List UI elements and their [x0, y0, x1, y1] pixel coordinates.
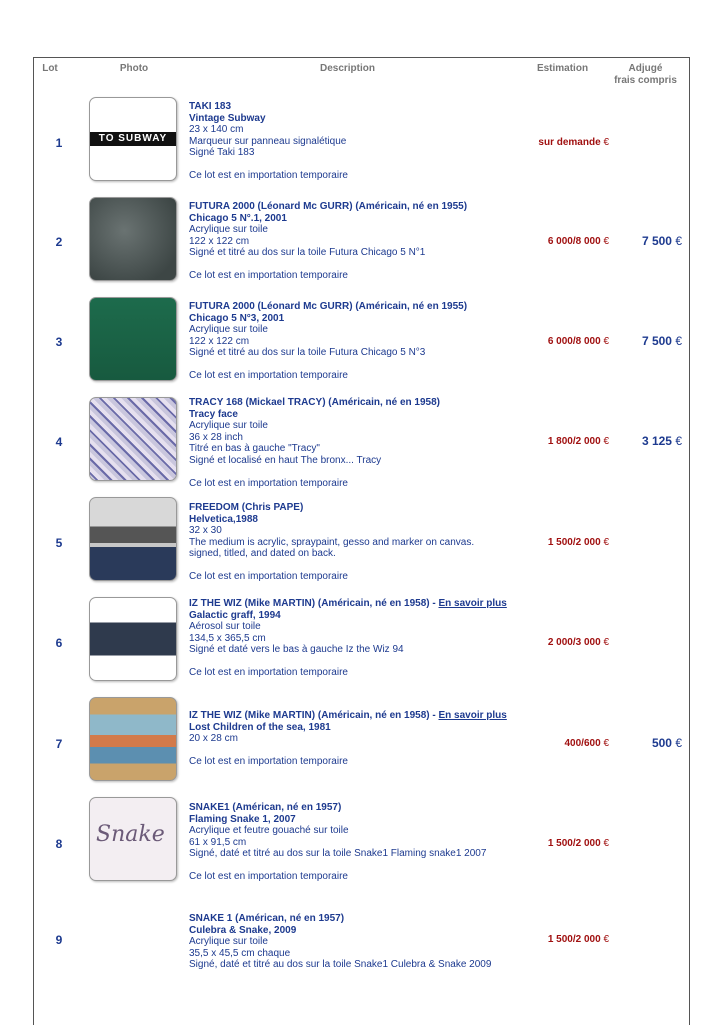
- lot-estimate: 6 000/8 000 €: [547, 236, 609, 247]
- euro-symbol: €: [603, 934, 609, 945]
- lot-detail-line: 35,5 x 45,5 cm chaque: [189, 947, 291, 959]
- lot-photo[interactable]: [89, 697, 177, 781]
- lot-import-note: Ce lot est en importation temporaire: [189, 755, 348, 767]
- euro-symbol: €: [603, 838, 609, 849]
- lot-artist: FUTURA 2000 (Léonard Mc GURR) (Américain, né en 1955): [189, 201, 468, 212]
- lot-estimate: 6 000/8 000 €: [547, 336, 609, 347]
- lot-detail-line: 61 x 91,5 cm: [189, 836, 247, 848]
- euro-symbol: €: [675, 334, 682, 348]
- lot-photo[interactable]: [89, 97, 177, 181]
- lot-description: [189, 201, 507, 282]
- lot-detail-line: 134,5 x 365,5 cm: [189, 632, 266, 644]
- lot-estimate: 2 000/3 000 €: [547, 637, 609, 648]
- lot-detail-line: Signé et localisé en haut The bronx... Tracy: [189, 454, 382, 466]
- lot-title: Culebra & Snake, 2009: [189, 924, 297, 936]
- lot-detail-line: Acrylique sur toile: [189, 224, 268, 236]
- euro-symbol: €: [603, 336, 609, 347]
- lot-number: 9: [55, 933, 63, 947]
- header-description: Description: [319, 63, 375, 74]
- euro-symbol: €: [675, 736, 682, 750]
- lot-detail-line: Aérosol sur toile: [189, 621, 261, 633]
- lot-artist: FREEDOM (Chris PAPE): [189, 502, 304, 513]
- lot-artist: SNAKE 1 (Américan, né en 1957): [189, 913, 345, 924]
- lot-title: Lost Children of the sea, 1981: [189, 721, 331, 733]
- more-info-link[interactable]: En savoir plus: [438, 598, 507, 609]
- lot-description: [189, 397, 507, 489]
- photo-graffiti-text: Snake: [96, 822, 165, 847]
- lot-description: [189, 101, 507, 182]
- lot-detail-line: 36 x 28 inch: [189, 431, 243, 443]
- more-info-link[interactable]: En savoir plus: [438, 710, 507, 721]
- lot-number: 7: [55, 737, 63, 751]
- lot-photo[interactable]: [89, 197, 177, 281]
- lot-detail-line: Titré en bas à gauche "Tracy": [189, 443, 320, 455]
- lot-detail-line: Acrylique sur toile: [189, 420, 268, 432]
- lot-detail-line: Signé et daté vers le bas à gauche Iz the Wiz 94: [189, 644, 404, 656]
- lot-number: 2: [55, 235, 63, 249]
- lot-artist: FUTURA 2000 (Léonard Mc GURR) (Américain, né en 1955): [189, 301, 468, 312]
- lot-hammer-price: 3 125 €: [641, 434, 682, 448]
- lot-import-note: Ce lot est en importation temporaire: [189, 369, 348, 381]
- lot-detail-line: Signé, daté et titré au dos sur la toile Snake1 Culebra & Snake 2009: [189, 959, 492, 971]
- lot-estimate: 400/600 €: [564, 738, 609, 749]
- lot-artist: IZ THE WIZ (Mike MARTIN) (Américain, né en 1958) - En savoir plus: [189, 598, 507, 609]
- lot-artist: SNAKE1 (Américan, né en 1957): [189, 802, 342, 813]
- lot-title: Tracy face: [189, 408, 238, 420]
- lot-title: Galactic graff, 1994: [189, 609, 281, 621]
- lot-description: [189, 802, 507, 883]
- lot-detail-line: Acrylique sur toile: [189, 324, 268, 336]
- lot-estimate: sur demande €: [538, 137, 609, 148]
- lot-detail-line: 23 x 140 cm: [189, 124, 244, 136]
- lot-description: [189, 598, 507, 679]
- euro-symbol: €: [603, 236, 609, 247]
- lot-description: [189, 913, 507, 971]
- lot-detail-line: Acrylique sur toile: [189, 936, 268, 948]
- lot-number: 8: [55, 837, 63, 851]
- lot-detail-line: Acrylique et feutre gouaché sur toile: [189, 825, 349, 837]
- lot-estimate: 1 500/2 000 €: [547, 934, 609, 945]
- euro-symbol: €: [603, 137, 609, 148]
- lot-detail-line: 122 x 122 cm: [189, 335, 250, 347]
- lot-import-note: Ce lot est en importation temporaire: [189, 666, 348, 678]
- lot-title: Flaming Snake 1, 2007: [189, 813, 296, 825]
- header-photo: Photo: [119, 63, 149, 74]
- header-estimation: Estimation: [536, 63, 589, 74]
- lot-title: Helvetica,1988: [189, 513, 258, 525]
- lot-import-note: Ce lot est en importation temporaire: [189, 870, 348, 882]
- lot-detail-line: 20 x 28 cm: [189, 733, 238, 745]
- lot-number: 1: [55, 136, 63, 150]
- lot-detail-line: 32 x 30: [189, 525, 222, 537]
- lot-import-note: Ce lot est en importation temporaire: [189, 477, 348, 489]
- lot-hammer-price: 7 500 €: [641, 234, 682, 248]
- lot-estimate: 1 500/2 000 €: [547, 537, 609, 548]
- lot-estimate: 1 800/2 000 €: [547, 436, 609, 447]
- lot-number: 3: [55, 335, 63, 349]
- lot-artist: TRACY 168 (Mickael TRACY) (Américain, né en 1958): [189, 397, 441, 408]
- lot-artist: TAKI 183: [189, 101, 232, 112]
- lot-description: [189, 710, 507, 767]
- lot-number: 4: [55, 435, 63, 449]
- lot-import-note: Ce lot est en importation temporaire: [189, 570, 348, 582]
- euro-symbol: €: [675, 434, 682, 448]
- lot-detail-line: Signé et titré au dos sur la toile Futura Chicago 5 N°1: [189, 247, 426, 259]
- lot-number: 5: [55, 536, 63, 550]
- lot-photo[interactable]: [89, 797, 177, 881]
- lot-detail-line: Marqueur sur panneau signalétique: [189, 135, 347, 147]
- lot-estimate: 1 500/2 000 €: [547, 838, 609, 849]
- lot-detail-line: The medium is acrylic, spraypaint, gesso and marker on canvas.: [189, 536, 475, 548]
- lot-import-note: Ce lot est en importation temporaire: [189, 269, 348, 281]
- header-adjuge-line1: Adjugé: [628, 63, 663, 74]
- lot-description: [189, 502, 507, 583]
- header-adjuge-line2: frais compris: [614, 75, 677, 86]
- lot-photo[interactable]: [89, 397, 177, 481]
- lot-photo[interactable]: [89, 297, 177, 381]
- lot-hammer-price: 500 €: [651, 736, 682, 750]
- lot-hammer-price: 7 500 €: [641, 334, 682, 348]
- lot-artist: IZ THE WIZ (Mike MARTIN) (Américain, né en 1958) - En savoir plus: [189, 710, 507, 721]
- lot-title: Vintage Subway: [189, 112, 266, 124]
- photo-sign-text: TO SUBWAY: [90, 132, 176, 146]
- euro-symbol: €: [603, 436, 609, 447]
- lot-detail-line: signed, titled, and dated on back.: [189, 548, 336, 560]
- lot-detail-line: 122 x 122 cm: [189, 235, 250, 247]
- lot-photo[interactable]: [89, 597, 177, 681]
- lot-detail-line: Signé, daté et titré au dos sur la toile Snake1 Flaming snake1 2007: [189, 848, 487, 860]
- header-lot: Lot: [42, 63, 58, 74]
- euro-symbol: €: [603, 537, 609, 548]
- lot-detail-line: Signé et titré au dos sur la toile Futura Chicago 5 N°3: [189, 347, 426, 359]
- header-adjuge: [608, 63, 683, 87]
- lot-detail-line: Signé Taki 183: [189, 147, 255, 159]
- lot-title: Chicago 5 N°3, 2001: [189, 312, 285, 324]
- lot-import-note: Ce lot est en importation temporaire: [189, 169, 348, 181]
- lot-number: 6: [55, 636, 63, 650]
- lot-title: Chicago 5 N°.1, 2001: [189, 212, 287, 224]
- euro-symbol: €: [603, 738, 609, 749]
- lot-description: [189, 301, 507, 382]
- lot-photo[interactable]: [89, 497, 177, 581]
- euro-symbol: €: [603, 637, 609, 648]
- euro-symbol: €: [675, 234, 682, 248]
